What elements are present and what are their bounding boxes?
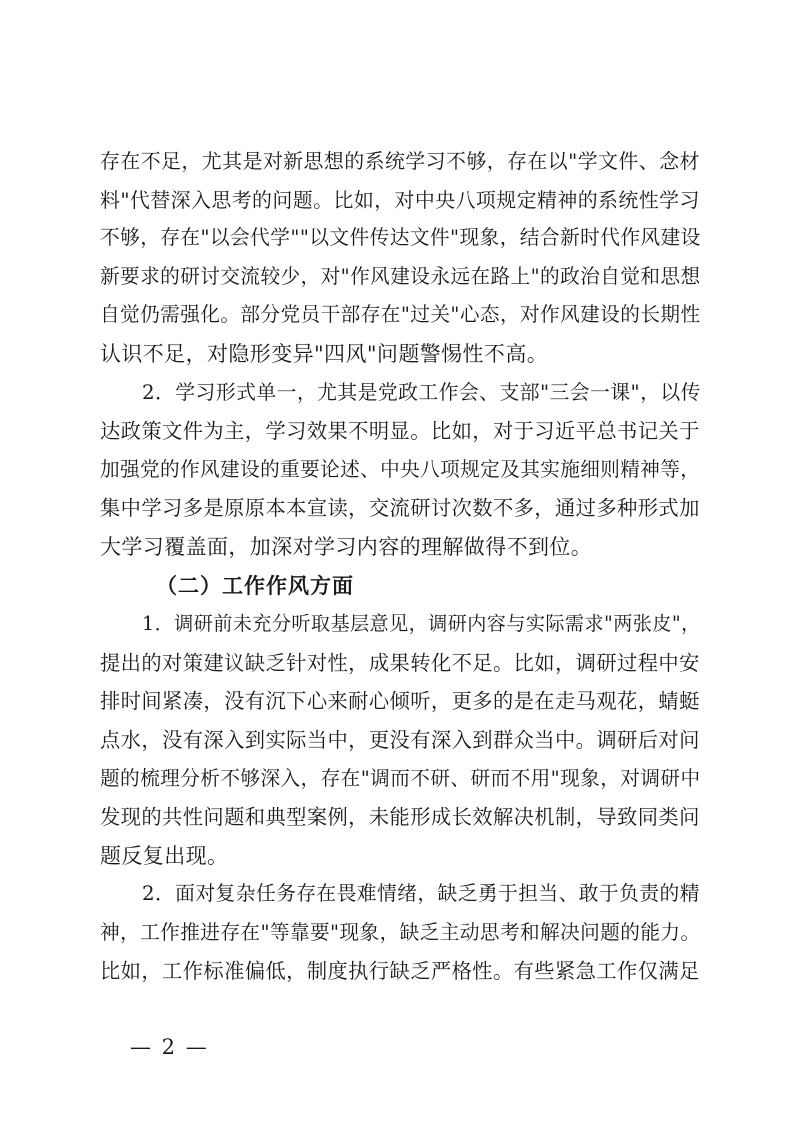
body-text [100, 142, 700, 991]
paragraph-line: 大学习覆盖面，加深对学习内容的理解做得不到位。 [100, 534, 593, 559]
paragraph-line: 排时间紧凑，没有沉下心来耐心倾听，更多的是在走马观花，蜻蜓 [100, 689, 700, 714]
paragraph-line: 新要求的研讨交流较少，对"作风建设永远在路上"的政治自觉和思想 [100, 264, 701, 288]
paragraph-line: 料"代替深入思考的问题。比如，对中央八项规定精神的系统性学习 [100, 187, 700, 212]
paragraph-line: 2．学习形式单一，尤其是党政工作会、支部"三会一课"，以传 [142, 380, 701, 404]
paragraph-line: 存在不足，尤其是对新思想的系统学习不够，存在以"学文件、念材 [100, 149, 700, 173]
paragraph-line: 题反复出现。 [100, 843, 229, 868]
paragraph-line: 2．面对复杂任务存在畏难情绪，缺乏勇于担当、敢于负责的精 [142, 882, 700, 906]
paragraph-line: 不够，存在"以会代学""以文件传达文件"现象，结合新时代作风建设 [100, 226, 701, 250]
page-number: — 2 — [130, 1035, 209, 1059]
paragraph-line: 题的梳理分析不够深入，存在"调而不研、研而不用"现象，对调研中 [100, 766, 701, 790]
paragraph-line: 加强党的作风建设的重要论述、中央八项规定及其实施细则精神等， [100, 457, 701, 481]
paragraph-line: 集中学习多是原原本本宣读，交流研讨次数不多，通过多种形式加 [100, 496, 700, 521]
paragraph-line: 发现的共性问题和典型案例，未能形成长效解决机制，导致同类问 [100, 805, 700, 830]
paragraph-line: 达政策文件为主，学习效果不明显。比如，对于习近平总书记关于 [100, 419, 700, 444]
paragraph-line: 神，工作推进存在"等靠要"现象，缺乏主动思考和解决问题的能力。 [100, 920, 701, 944]
paragraph-line: 自觉仍需强化。部分党员干部存在"过关"心态，对作风建设的长期性 [100, 303, 701, 327]
paragraph-line: 认识不足，对隐形变异"四风"问题警惕性不高。 [100, 341, 549, 366]
paragraph-line: 1．调研前未充分听取基层意见，调研内容与实际需求"两张皮"， [142, 612, 701, 636]
paragraph-line: 提出的对策建议缺乏针对性，成果转化不足。比如，调研过程中安 [100, 650, 700, 675]
paragraph-line: 比如，工作标准偏低，制度执行缺乏严格性。有些紧急工作仅满足 [100, 959, 700, 984]
paragraph-line: 点水，没有深入到实际当中，更没有深入到群众当中。调研后对问 [100, 727, 700, 752]
section-heading: （二）工作作风方面 [156, 572, 354, 598]
